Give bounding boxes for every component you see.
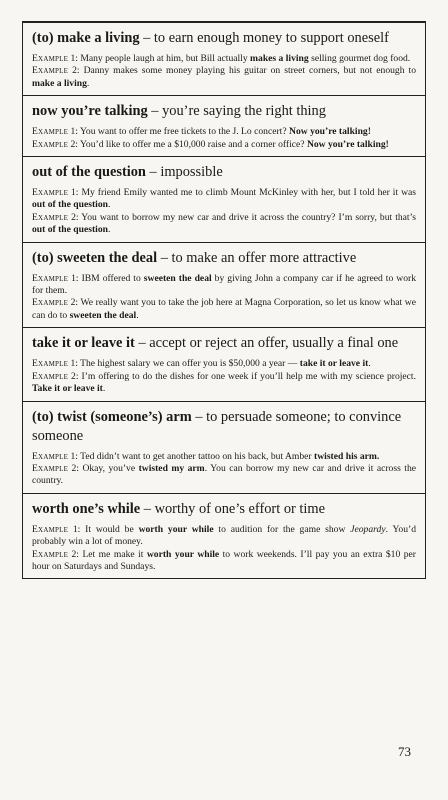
idiom-term: (to) make a living: [32, 30, 140, 46]
example-text: selling gourmet dog food.: [308, 53, 411, 64]
example-sentence: [32, 297, 416, 322]
example-text: .: [102, 383, 106, 395]
example-sentence: [32, 273, 416, 298]
idiom-usage: out of the question: [32, 224, 108, 236]
example-number: 1:: [68, 358, 81, 370]
idiom-entry-list: [22, 22, 426, 579]
idiom-usage: sweeten the deal: [69, 309, 137, 321]
example-label: Example: [32, 370, 69, 382]
example-text: . You can borrow my new car and drive it across the country.: [32, 462, 416, 487]
example-number: 1:: [68, 187, 82, 199]
example-sentence: [32, 524, 416, 549]
example-number: 1:: [68, 523, 86, 535]
example-text: Okay, you’ve: [82, 462, 139, 474]
idiom-definition: – accept or reject an offer, usually a final one: [134, 335, 399, 352]
idiom-definition: – you’re saying the right thing: [147, 103, 326, 120]
idiom-definition: – to persuade someone; to convince someone: [32, 408, 402, 444]
idiom-usage: make a living: [32, 77, 87, 89]
example-label: Example: [32, 187, 69, 199]
example-number: 1:: [68, 53, 81, 64]
example-sentence: [32, 187, 416, 212]
example-sentence: [32, 126, 416, 138]
example-text: Jeopardy: [350, 523, 386, 535]
idiom-term: (to) twist (someone’s) arm: [32, 408, 192, 425]
example-sentence: [32, 212, 416, 237]
example-sentence: [32, 451, 416, 463]
example-number: 1:: [68, 126, 80, 138]
example-number: 2:: [68, 548, 83, 560]
example-sentence: [32, 549, 416, 574]
example-text: by giving John a company car if he agreed to work for them.: [32, 272, 417, 297]
example-label: Example: [32, 272, 69, 284]
example-label: Example: [32, 548, 69, 560]
example-label: Example: [32, 126, 69, 138]
example-label: Example: [32, 211, 69, 223]
example-label: Example: [32, 53, 69, 64]
example-number: 2:: [68, 211, 82, 223]
entry-heading: [32, 249, 416, 268]
idiom-term: take it or leave it: [32, 335, 135, 352]
idiom-entry: [22, 156, 426, 243]
example-number: 2:: [68, 65, 84, 77]
idiom-entry: [22, 21, 426, 96]
example-text: to work weekends. I’ll pay you an extra $10 per hour on Saturdays and Sundays.: [32, 548, 416, 572]
idiom-definition: – impossible: [145, 164, 223, 181]
idiom-entry: [22, 95, 426, 157]
idiom-entry: [22, 327, 426, 401]
example-text: . You’d probably win a lot of money.: [32, 523, 416, 548]
example-number: 2:: [68, 462, 83, 474]
idiom-usage: Now you’re talking!: [306, 138, 389, 150]
idiom-usage: twisted my arm: [138, 462, 205, 474]
example-label: Example: [32, 65, 69, 77]
idiom-usage: twisted his arm.: [314, 450, 380, 462]
example-text: We really want you to take the job here at Magna Corporation, so let us know what we can do to: [32, 297, 416, 321]
idiom-usage: Now you’re talking!: [289, 126, 371, 138]
example-label: Example: [32, 358, 69, 370]
example-text: You want to borrow my new car and drive it across the country? I’m sorry, but that’s: [81, 211, 416, 223]
example-sentence: [32, 371, 416, 396]
idiom-usage: sweeten the deal: [143, 272, 212, 284]
idiom-usage: Take it or leave it: [32, 383, 103, 395]
example-number: 2:: [68, 370, 82, 382]
idiom-usage: worth your while: [138, 523, 214, 535]
idiom-term: out of the question: [32, 164, 146, 181]
example-sentence: [32, 358, 416, 370]
example-text: Danny makes some money playing his guitar on street corners, but not enough to: [83, 65, 416, 77]
example-text: IBM offered to: [81, 272, 144, 284]
example-number: 2:: [68, 297, 81, 309]
example-text: You’d like to offer me a $10,000 raise and a corner office?: [79, 138, 307, 150]
entry-heading: [32, 408, 416, 446]
idiom-usage: makes a living: [250, 53, 309, 64]
idiom-usage: out of the question: [32, 199, 108, 211]
idiom-entry: [22, 401, 426, 494]
example-text: My friend Emily wanted me to climb Mount McKinley with her, but I told her it was: [81, 187, 417, 199]
page-number: 73: [398, 744, 411, 759]
example-text: .: [107, 224, 111, 236]
example-number: 1:: [68, 272, 82, 284]
example-text: It would be: [85, 523, 139, 535]
idiom-entry: [22, 242, 426, 329]
entry-heading: [32, 163, 416, 182]
idiom-term: worth one’s while: [32, 500, 141, 517]
example-text: .: [368, 358, 371, 370]
example-text: to audition for the game show: [213, 523, 351, 535]
example-label: Example: [32, 450, 69, 462]
example-sentence: [32, 65, 416, 90]
entry-heading: [32, 29, 416, 48]
example-number: 2:: [68, 138, 80, 150]
example-sentence: [32, 139, 416, 151]
example-sentence: [32, 53, 416, 65]
entry-heading: [32, 500, 416, 519]
example-text: The highest salary we can offer you is $50,000 a year —: [80, 358, 300, 370]
idiom-term: now you’re talking: [32, 103, 148, 120]
example-number: 1:: [68, 450, 81, 462]
example-text: .: [136, 309, 139, 321]
example-label: Example: [32, 297, 69, 309]
example-sentence: [32, 463, 416, 488]
entry-heading: [32, 102, 416, 121]
entry-heading: [32, 334, 416, 353]
example-text: I’m offering to do the dishes for one week if you’ll help me with my science project.: [81, 370, 416, 382]
example-text: .: [107, 199, 111, 211]
example-text: Ted didn’t want to get another tattoo on his back, but Amber: [80, 450, 315, 462]
example-text: You want to offer me free tickets to the J. Lo concert?: [79, 126, 290, 138]
example-text: Let me make it: [82, 548, 147, 560]
idiom-usage: take it or leave it: [299, 358, 369, 370]
idiom-definition: – to make an offer more attractive: [157, 249, 357, 266]
idiom-entry: [22, 493, 426, 580]
example-text: .: [86, 77, 90, 89]
idiom-usage: worth your while: [146, 548, 220, 560]
example-label: Example: [32, 523, 69, 535]
example-text: Many people laugh at him, but Bill actually: [80, 53, 251, 64]
idiom-definition: – worthy of one’s effort or time: [140, 500, 325, 517]
example-label: Example: [32, 138, 69, 150]
example-label: Example: [32, 462, 69, 474]
idiom-definition: – to earn enough money to support oneself: [139, 30, 389, 46]
idiom-term: (to) sweeten the deal: [32, 249, 158, 266]
